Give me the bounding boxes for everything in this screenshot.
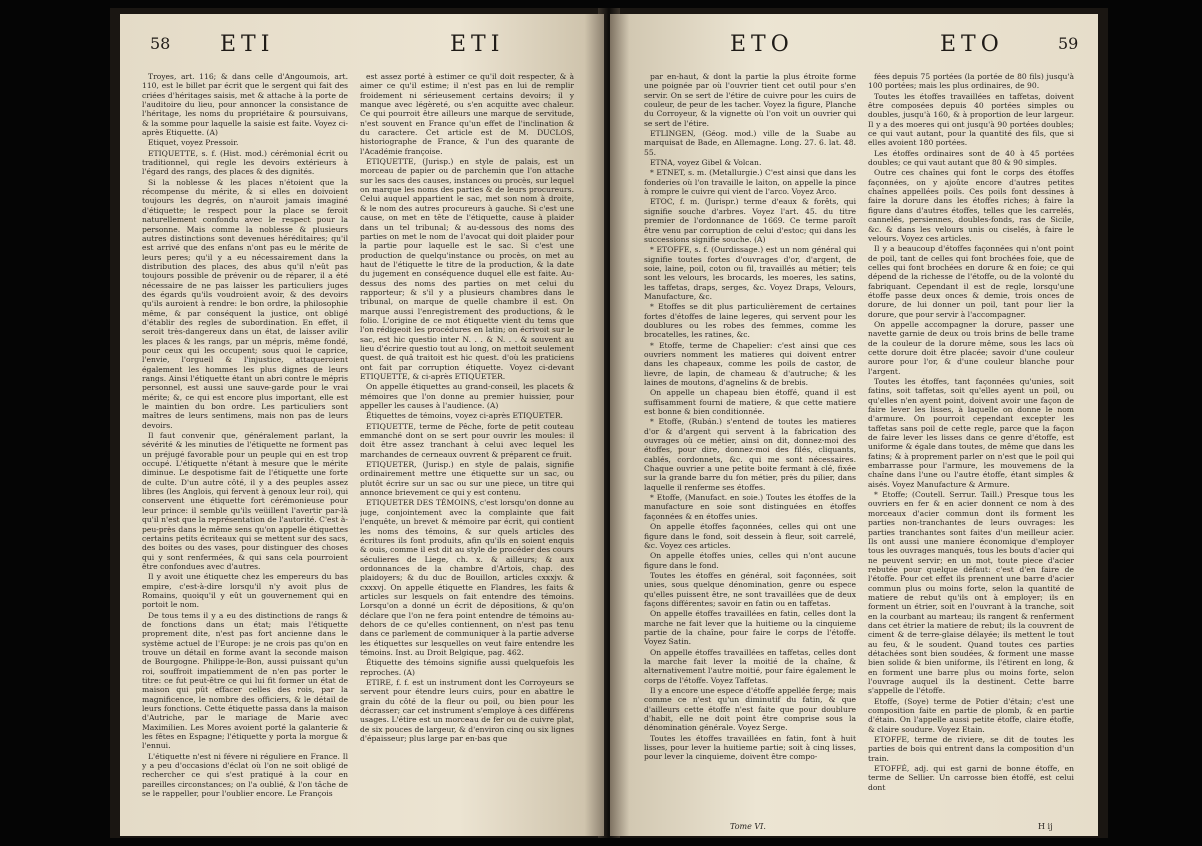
paragraph: fées depuis 75 portées (la portée de 80 fils) jusqu'à 100 portées; mais les plus ordinaires, de 90. [868, 72, 1074, 91]
paragraph: On appelle étoffes façonnées, celles qui ont une figure dans le fond, soit dessein à fleur, soit carrelé, &c. Voyez ces articles. [644, 522, 856, 550]
paragraph: Etiquet, voyez Pressoir. [148, 138, 239, 148]
paragraph: On appelle étoffes travaillées en fatin, celles dont la marche ne fait lever que la huitieme ou la cinquieme partie de la chaîne, pour faire le corps de l'étoffe. Voyez Satin. [644, 609, 856, 647]
paragraph: Étiquettes de témoins, voyez ci-après ETIQUETER. [366, 411, 563, 421]
paragraph: Il y a encore une espece d'étoffe appellée ferge; mais comme ce n'est qu'un diminutif du fatin, & que d'ailleurs cette étoffe n'est faite que pour doublure d'habit, elle ne doit point être comprise sous la dénomination générale. Voyez Serge. [644, 686, 856, 733]
right-page [610, 14, 1098, 836]
paragraph: On appelle étiquettes au grand-conseil, les placets & mémoires que l'on donne au premier huissier, pour appeller les causes à l'audience. (A) [360, 382, 574, 411]
paragraph: ETOFFÉ, adj. qui est garni de bonne étoffe, en terme de Sellier. Un carrosse bien étoffé, est celui dont [868, 764, 1074, 792]
paragraph: ETIQUETER DES TÉMOINS, c'est lorsqu'on donne au juge, conjointement avec la complainte que fait l'enquête, un brevet & mémoire par écrit, qui contient les noms des témoins, & sur quels articles des écritures ils font produits, afin qu'ils en soient enquis & ouis, comme il est dit au style de procéder des cours séculieres de Liege, ch. x. & ailleurs; & aux ordonnances de la chambre d'Artois, chap. des plaidoyers; & du duc de Bouillon, articles cxxxjv. & cxxxvj. On appelle étiquette en Flandres, les faits & articles sur lesquels on fait entendre des témoins. Lorsqu'on a donné un écrit de dépositions, & qu'on déclare que l'on ne fera point entendre de témoins au-dehors de ce qu'elles contiennent, on n'est pas tenu dans ce parlement de communiquer à la partie adverse les étiquettes sur lesquelles on veut faire entendre les témoins. Inst. au Droit Belgique, pag. 462. [360, 498, 574, 657]
right-page-column-1 [644, 72, 856, 820]
paragraph: ETIQUETER, (Jurisp.) en style de palais, signifie ordinairement mettre une étiquette sur un sac, ou plutôt écrire sur un sac ou sur une piece, un titre qui annonce brievement ce qui y est contenu. [360, 460, 574, 498]
paragraph: * Etoffe, terme de Chapelier: c'est ainsi que ces ouvriers nomment les matieres qui doivent entrer dans les chapeaux, comme les poils de castor, de lievre, de lapin, de chameau & d'autruche; & les laines de moutons, d'agnelins & de brebis. [644, 340, 856, 387]
right-page-header [610, 32, 1098, 58]
left-page-column-2 [360, 72, 574, 820]
right-running-head-1: ETO [730, 32, 794, 57]
paragraph: On appelle un chapeau bien étoffé, quand il est suffisamment fourni de matiere, & que cette matiere est bonne & bien conditionnée. [644, 388, 856, 417]
paragraph: Toutes les étoffes en général, soit façonnées, soit unies, sous quelque dénomination, genre ou espece qu'elles puissent être, ne sont travaillées que de deux façons différentes; savoir en fatin ou en taffetas. [644, 570, 856, 608]
signature-mark: H ij [1038, 822, 1053, 831]
right-page-column-2 [868, 72, 1074, 820]
paragraph: On appelle accompagner la dorure, passer une navette garnie de deux ou trois brins de belle trame de la couleur de la dorure même, sous les lacs où cette dorure doit être placée; savoir d'une couleur aurore pour l'or, & d'une couleur blanche pour l'argent. [868, 319, 1074, 376]
paragraph: On appelle étoffes travaillées en taffetas, celles dont la marche fait lever la moitié de la chaîne, & alternativement l'autre moitié, pour faire également le corps de l'étoffe. Voyez Taffetas. [644, 647, 856, 685]
paragraph: * Etoffe, (Rubán.) s'entend de toutes les matieres d'or & d'argent qui servent à la fabrication des ouvrages où ce métier, ainsi on dit, donnez-moi des étoffes, pour dire, donnez-moi des filés, cliquants, cablés, cordonnets, &c. qui me sont nécessaires. Chaque ouvrier a une petite boite fermant à clé, fixée sur la grande barre du fon métier, près du pilier, dans laquelle il renferme ses étoffes. [644, 417, 856, 492]
left-page [120, 14, 604, 836]
paragraph: est assez porté à estimer ce qu'il doit respecter, & à aimer ce qu'il estime; il n'est pas en lui de remplir froidement ni sérieusement certains devoirs; il y manque avec légèreté, ou s'en acquitte avec chaleur. Ce qui pourroit être ailleurs une marque de servitude, n'est souvent en France qu'un effet de l'inclination & du caractere. Cet article est de M. DUCLOS, historiographe de France, & l'un des quarante de l'Académie françoise. [360, 72, 574, 156]
right-page-number: 59 [1058, 34, 1079, 53]
paragraph: On appelle étoffes unies, celles qui n'ont aucune figure dans le fond. [644, 551, 856, 570]
paragraph: ETIQUETTE, terme de Pêche, forte de petit couteau emmanché dont on se sert pour ouvrir les moules: il doit être assez tranchant à celui avec lequel les marchandes de cerneaux ouvrent & préparent ce fruit. [360, 421, 574, 459]
paragraph: * Etoffe; (Coutell. Serrur. Taill.) Presque tous les ouvriers en fer & en acier donnent ce nom à des morceaux d'acier commun dont ils forment les parties non-tranchantes de leurs ouvrages: les parties tranchantes sont faites d'un meilleur acier. Ils ont aussi une maniere économique d'employer tous les ouvrages manqués, tous les bouts d'acier qui ne peuvent servir; en un mot, toute piece d'acier rebutée pour quelque défaut: c'est d'en faire de l'étoffe. Pour cet effet ils prennent une barre d'acier commun plus ou moins forte, selon la quantité de matiere de rebut qu'ils ont à employer; ils en forment un étrier, soit en l'ouvrant à la tranche, soit en la courbant au marteau; ils rangent & renferment dans cet étrier la matiere de rebut; ils la couvrent de ciment & de terre-glaise délayée; ils mettent le tout au feu, & le soudent. Quand toutes ces parties détachées sont bien soudées, & forment une masse bien solide & bien uniforme, ils l'étirent en long, & en forment une barre plus ou moins forte, selon l'ouvrage auquel ils la destinent. Cette barre s'appelle de l'étoffe. [868, 490, 1074, 696]
paragraph: Il y a beaucoup d'étoffes façonnées qui n'ont point de poil, tant de celles qui font brochées foie, que de celles qui font brochées en dorure & en foie; ce qui dépend de la richesse de l'étoffe, ou de la volonté du fabriquant. Cependant il est de regle, lorsqu'une étoffe passe deux onces & demie, trois onces de dorure, de lui donner un poil, tant pour lier la dorure, que pour servir à l'accompagner. [868, 244, 1074, 319]
paragraph: De tous tems il y a eu des distinctions de rangs & de fonctions dans un état; mais l'étiquette proprement dite, n'est pas fort ancienne dans le système actuel de l'Europe: je ne crois pas qu'on en trouve un détail en forme avant la seconde maison de Bourgogne. Philippe-le-Bon, aussi puissant qu'un roi, souffroit impatiemment de n'en pas porter le titre: ce fut peut-être ce qui lui fit former un état de maison qui pût effacer celles des rois, par la magnificence, le nombre des officiers, & le détail de leurs fonctions. Cette étiquette passa dans la maison d'Autriche, par le mariage de Marie avec Maximilien. Les Mores avoient porté la galanterie & les fêtes en Espagne; l'étiquette y porta la morgue & l'ennui. [142, 610, 348, 751]
paragraph: ETNA, voyez Gibel & Volcan. [650, 158, 762, 168]
left-running-head-2: ETI [450, 32, 505, 57]
left-page-number: 58 [150, 34, 171, 53]
left-page-header [120, 32, 604, 58]
paragraph: ETOC, f. m. (Jurispr.) terme d'eaux & forêts, qui signifie souche d'arbres. Voyez l'art. 45. du titre premier de l'ordonnance de 1669. Ce terme paroît être venu par corruption de celui d'estoc; qui dans les successions signifie souche. (A) [644, 197, 856, 244]
paragraph: Toutes les étoffes travaillées en taffetas, doivent être composées depuis 40 portées simples ou doubles, jusqu'à 160, & à proportion de leur largeur. Il y a des moeres qui ont jusqu'à 90 portées doubles; ce qui vaut autant, pour la quantité des fils, que si elles avoient 180 portées. [868, 91, 1074, 148]
paragraph: Il faut convenir que, généralement parlant, la sévérité & les minuties de l'étiquette ne forment pas un préjugé favorable pour un peuple qui en est trop occupé. L'étiquette n'étant à mesure que le mérite diminue. Le despotisme fait de l'étiquette une forte de culte. D'un autre côté, il y a des peuples assez libres (les Anglois, qui fervent à genoux leur roi), qui conservent une étiquette fort cérémonieuse pour leur prince: il semble qu'ils veüillent l'avertir par-là qu'il n'est que la représentation de l'autorité. C'est à-peu-près dans le même sens qu'on appelle étiquettes certains petits écriteaux qui se mettent sur des sacs, des boites ou des vases, pour distinguer des choses qui y sont renfermées, & qui sans cela pourroient être confondues avec d'autres. [142, 431, 348, 571]
paragraph: Étiquette des témoins signifie aussi quelquefois les reproches. (A) [360, 658, 574, 677]
paragraph: Etoffe, (Soye) terme de Potier d'étain; c'est une composition faite en partie de plomb, & en partie d'étain. On l'appelle aussi petite étoffe, claire étoffe, & claire soudure. Voyez Etain. [868, 696, 1074, 734]
paragraph: Si la noblesse & les places n'étoient que la récompense du mérite, & si elles en doivoient toujours les degrés, on n'auroit jamais imaginé d'étiquette; le respect pour la place se feroit naturellement confondu avec le respect pour la personne. Mais comme la noblesse & plusieurs autres distinctions sont devenues héréditaires; qu'il est arrivé que des enfans n'ont pas eu le mérite de leurs peres; qu'il y a eu nécessairement dans la distribution des places, des abus qu'il n'eût pas toujours possible de prévenir ou de réparer, il a été nécessaire de ne pas laisser les particuliers juges des égards qu'ils voudroient avoir, & des devoirs qu'ils auroient à rendre: le bon ordre, la philosophie même, & par conséquent la justice, ont obligé d'établir des regles de subordination. En effet, il seroit très-dangereux dans un état, de laisser avilir les places & les rangs, par un mépris, même fondé, pour ceux qui les occupent; sous quoi le caprice, l'envie, l'orgueil & l'injustice, attaqueroient également les hommes les plus dignes de leurs rangs. Ainsi l'étiquette étant un abri contre le mépris personnel, est aussi une sauve-garde pour le vrai mérite; &, ce qui est encore plus important, elle est le maintien du bon ordre. Les particuliers sont maîtres de leurs sentimens, mais non pas de leurs devoirs. [142, 177, 348, 430]
left-running-head-1: ETI [220, 32, 275, 57]
paragraph: par en-haut, & dont la partie la plus étroite forme une poignée par où l'ouvrier tient cet outil pour s'en servir. On se sert de l'étire de cuivre pour les cuirs de couleur, de peur de les tacher. Voyez la figure, Planche du Corroyeur, & la vignette où l'on voit un ouvrier qui se sert de l'étire. [644, 72, 856, 128]
paragraph: ETIQUETTE, s. f. (Hist. mod.) cérémonial écrit ou traditionnel, qui regle les devoirs extérieurs à l'égard des rangs, des places & des dignités. [142, 148, 348, 177]
paragraph: ETIQUETTE, (Jurisp.) en style de palais, est un morceau de papier ou de parchemin que l'on attache sur les sacs des causes, instances ou procès, sur lequel on marque les noms des parties & de leurs procureurs. Celui auquel appartient le sac, met son nom à droite, & le nom des autres procureurs à gauche. Si c'est une cause, on met en tête de l'étiquette, cause à plaider dans un tel tribunal; & au-dessous des noms des parties on met le nom de l'avocat qui doit plaider pour la partie pour laquelle est le sac. Si c'est une production de quelqu'instance ou procès, on met au haut de l'étiquette le titre de la production, & la date du jugement en conséquence duquel elle est faite. Au-dessus des noms des parties on met celui du rapporteur; & s'il y a plusieurs chambres dans le tribunal, on marque de quelle chambre il est. On marque aussi l'enregistrement des productions, & le folio. L'origine de ce mot étiquette vient du tems que l'on rédigeoit les procédures en latin; on écrivoit sur le sac, est hic questio inter N. . . & N. . . & souvent au lieu d'écrire questio tout au long, on mettoit seulement quest. de quâ traitoit est hic quest. d'où les praticiens ont fait par corruption étiquette. Voyez ci-devant ETIQUETTE, & ci-après ETIQUETER. [360, 157, 574, 381]
paragraph: L'étiquette n'est ni févere ni réguliere en France. Il y a peu d'occasions d'éclat où l'on ne soit obligé de rechercher ce qui s'est pratiqué à la cour en pareilles circonstances; on l'a oublié, & l'on tâche de se le rappeller, pour l'oublier encore. Le François [142, 751, 348, 799]
paragraph: Toutes les étoffes, tant façonnées qu'unies, soit fatins, soit taffetas, soit qu'elles ayent un poil, ou qu'elles n'en ayent point, doivent avoir une façon de faire lever les lisses, à laquelle on donne le nom d'armure. On pourroit cependant excepter les taffetas sans poil de cette regle, parce que la façon de faire lever les lisses dans ce genre d'étoffe, est uniforme & égale dans toutes, de même que dans les fatins; & à proprement parler on n'est que le poil qui embarrasse pour l'armure, les mouvemens de la chaîne dans l'une ou l'autre étoffe, étant simples & aisés. Voyez Manufacture & Armure. [868, 377, 1074, 489]
paragraph: ETIRE, f. f. est un instrument dont les Corroyeurs se servent pour étendre leurs cuirs, pour en abattre le grain du côté de la fleur ou poil, ou bien pour les décrasser; car cet instrument s'employe à ces différens usages. L'étire est un morceau de fer ou de cuivre plat, de six pouces de largeur, & d'environ cinq ou six lignes d'épaisseur; plus large par en-bas que [360, 678, 574, 744]
paragraph: Toutes les étoffes travaillées en fatin, font à huit lisses, pour lever la huitieme partie; soit à cinq lisses, pour lever la cinquieme, doivent être compo- [644, 733, 856, 762]
paragraph: * ETOFFE, s. f. (Ourdissage.) est un nom général qui signifie toutes fortes d'ouvrages d'or, d'argent, de soie, laine, poil, coton ou fil, travaillés au métier; tels sont les velours, les brocards, les moeres, les satins, les taffetas, draps, serges, &c. Voyez Draps, Velours, Manufacture, &c. [644, 245, 856, 301]
paragraph: * Etoffe, (Manufact. en soie.) Toutes les étoffes de la manufacture en soie sont distinguées en étoffes façonnées & en étoffes unies. [644, 493, 856, 521]
book-scan [110, 8, 1108, 838]
paragraph: * ETNET, s. m. (Metallurgie.) C'est ainsi que dans les fonderies où l'on travaille le laiton, on appelle la pince à rompre le cuivre qui vient de l'arco. Voyez Arco. [644, 168, 856, 197]
paragraph: Il y avoit une étiquette chez les empereurs du bas empire, c'est-à-dire lorsqu'il n'y avoit plus de Romains, quoiqu'il y eût un gouvernement qui en portoit le nom. [142, 572, 348, 610]
paragraph: Les étoffes ordinaires sont de 40 à 45 portées doubles; ce qui vaut autant que 80 & 90 simples. [868, 148, 1074, 168]
paragraph: * Etoffes se dit plus particulièrement de certaines fortes d'étoffes de laine legeres, qui servent pour les doublures ou les robes des femmes, comme les brocatelles, les ratines, &c. [644, 302, 856, 340]
paragraph: Outre ces chaînes qui font le corps des étoffes façonnées, on y ajoûte encore d'autres petites chaînes appellées poils. Ces poils font dessines à faire la dorure dans les étoffes riches; à faire la figure dans d'autres étoffes, telles que les carrelés, cannelés, persiennes, doubles-fonds, ras de Sicile, &c. & dans les velours unis ou ciselés, à faire le velours. Voyez ces articles. [868, 168, 1074, 243]
paragraph: ETOFFE, terme de riviere, se dit de toutes les parties de bois qui entrent dans la composition d'un train. [868, 735, 1074, 763]
right-running-head-2: ETO [940, 32, 1004, 57]
paragraph: Troyes, art. 116; & dans celle d'Angoumois, art. 110, est le billet par écrit que le sergent qui fait des criées d'héritages saisis, met & attache à la porte de l'auditoire du lieu, pour annoncer la consistance de l'héritage, les noms du propriétaire & poursuivans, & la somme pour laquelle la saisie est faite. Voyez ci-après Etiquette. (A) [142, 72, 348, 138]
paragraph: ETLINGEN, (Géog. mod.) ville de la Suabe au marquisat de Bade, en Allemagne. Long. 27. 6. lat. 48. 55. [644, 129, 856, 157]
volume-footer: Tome VI. [730, 822, 766, 831]
left-page-column-1 [142, 72, 348, 820]
